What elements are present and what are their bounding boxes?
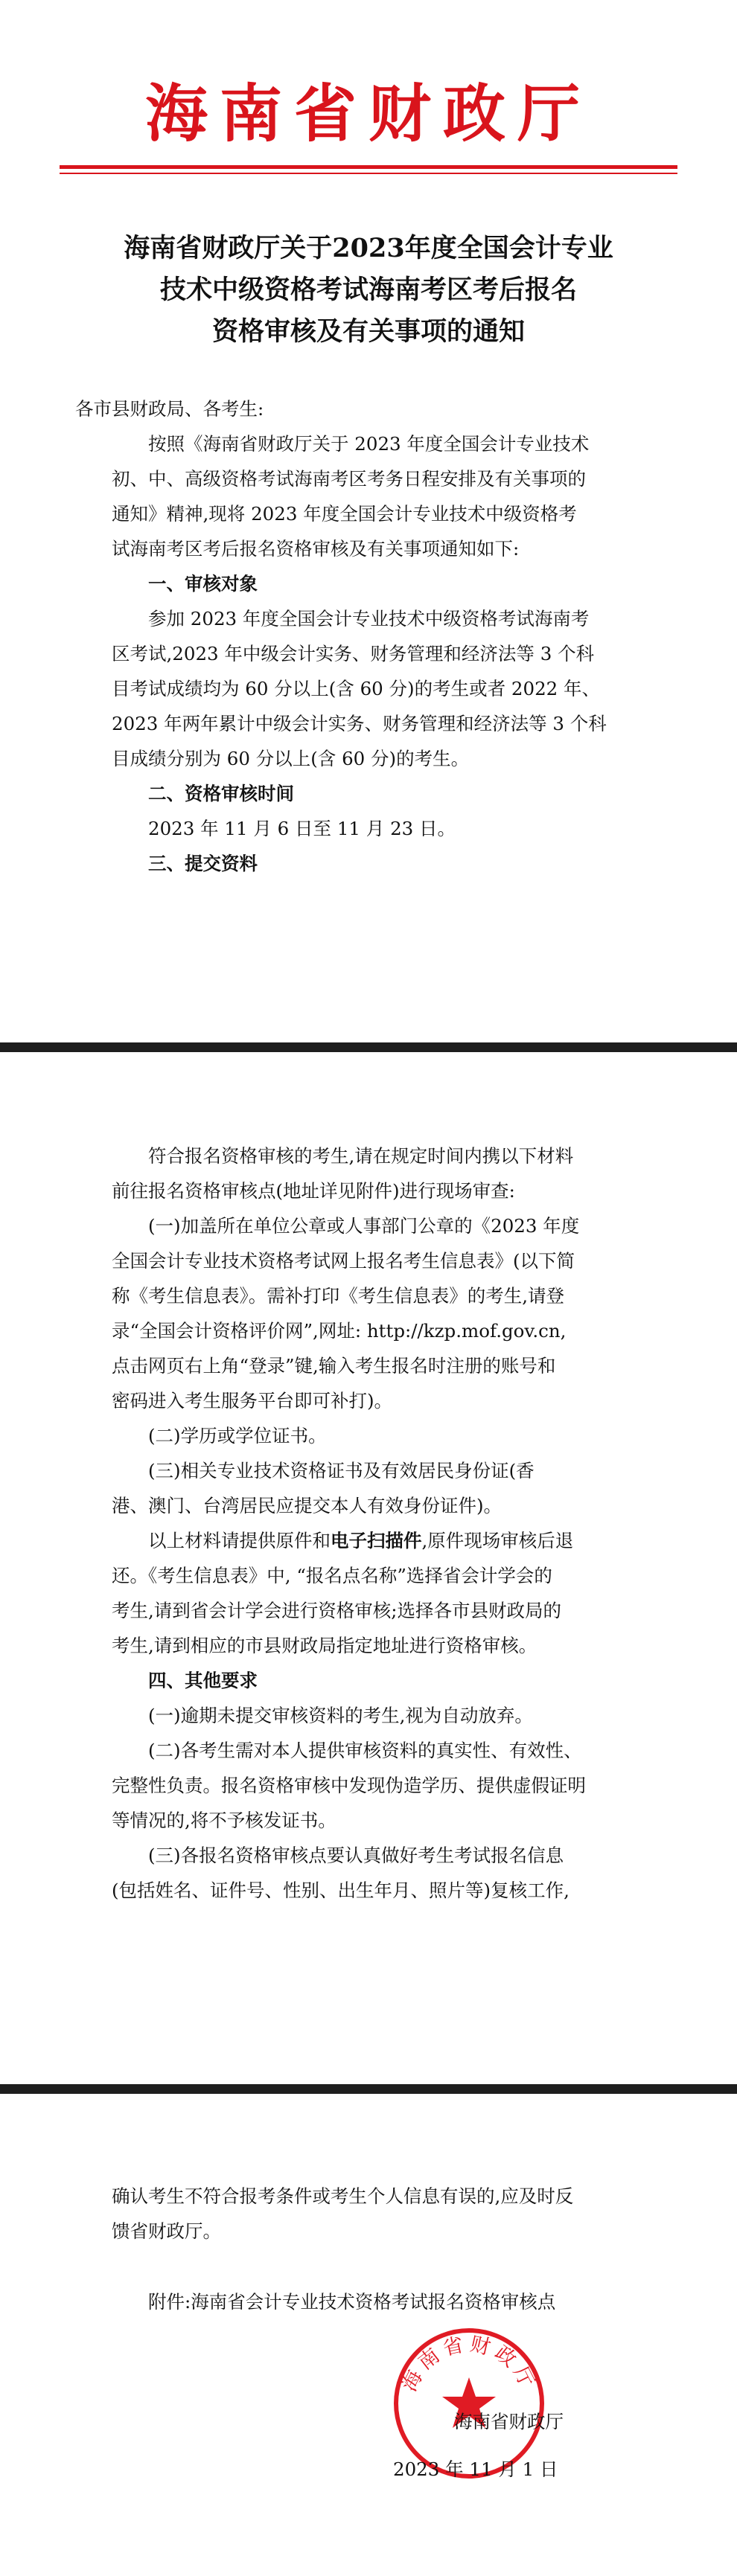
- text-line: 录“全国会计资格评价网”,网址: http://kzp.mof.gov.cn,: [112, 1320, 567, 1342]
- text-line: 点击网页右上角“登录”键,输入考生报名时注册的账号和: [112, 1355, 556, 1377]
- text-line: 以上材料请提供原件和电子扫描件,原件现场审核后退: [148, 1530, 574, 1551]
- text-line: 称《考生信息表》。需补打印《考生信息表》的考生,请登: [112, 1285, 565, 1307]
- text-line: 考生,请到省会计学会进行资格审核;选择各市县财政局的: [112, 1600, 562, 1621]
- text-line: (二)各考生需对本人提供审核资料的真实性、有效性、: [148, 1740, 582, 1761]
- page-separator: [0, 2084, 737, 2094]
- letterhead-rule-thin: [60, 173, 677, 174]
- text-line: 还。《考生信息表》中, “报名点名称”选择省会计学会的: [112, 1565, 552, 1586]
- text-line: 考生,请到相应的市县财政局指定地址进行资格审核。: [112, 1635, 537, 1656]
- section-heading-3: 三、提交资料: [148, 853, 258, 874]
- seal-arc-text: 海南省财政厅: [398, 2332, 540, 2396]
- paragraph-item-1: [112, 1208, 633, 1418]
- text-line: 密码进入考生服务平台即可补打)。: [112, 1390, 393, 1412]
- text-line: 目考试成绩均为 60 分以上(含 60 分)的考生或者 2022 年、: [112, 678, 601, 699]
- emphasis-scan: 电子扫描件: [331, 1530, 422, 1551]
- section-heading-2: 二、资格审核时间: [148, 783, 294, 804]
- paragraph-other-2: [112, 1733, 633, 1838]
- text-line: 前往报名资格审核点(地址详见附件)进行现场审查:: [112, 1180, 515, 1202]
- notice-title-line-3: 资格审核及有关事项的通知: [211, 316, 525, 347]
- text-line: (包括姓名、证件号、性别、出生年月、照片等)复核工作,: [112, 1880, 570, 1901]
- text-line: 试海南考区考后报名资格审核及有关事项通知如下:: [112, 538, 520, 560]
- text-line: 2023 年两年累计中级会计实务、财务管理和经济法等 3 个科: [112, 713, 607, 734]
- text-line: 确认考生不符合报考条件或考生个人信息有误的,应及时反: [112, 2185, 574, 2207]
- section-heading-1: 一、审核对象: [148, 573, 258, 595]
- text-line: 全国会计专业技术资格考试网上报名考生信息表》(以下简: [112, 1250, 575, 1272]
- text-line: (一)加盖所在单位公章或人事部门公章的《2023 年度: [148, 1215, 580, 1237]
- paragraph-other-3: [112, 1838, 633, 1908]
- text-line: (三)各报名资格审核点要认真做好考生考试报名信息: [148, 1845, 564, 1866]
- page-separator: [0, 1042, 737, 1052]
- paragraph-item-3: [112, 1453, 633, 1523]
- paragraph-review-targets: [112, 601, 633, 776]
- text-line: 符合报名资格审核的考生,请在规定时间内携以下材料: [148, 1145, 574, 1167]
- text-line: 参加 2023 年度全国会计专业技术中级资格考试海南考: [148, 608, 590, 629]
- text-line: 港、澳门、台湾居民应提交本人有效身份证件)。: [112, 1495, 502, 1516]
- text-line: 目成绩分别为 60 分以上(含 60 分)的考生。: [112, 748, 470, 769]
- paragraph-originals: [112, 1523, 633, 1663]
- paragraph-continued: [112, 2179, 633, 2249]
- letterhead-title: 海南省财政厅: [144, 77, 592, 150]
- attachment-note: 附件:海南省会计专业技术资格考试报名资格审核点: [148, 2291, 556, 2313]
- section-heading-4: 四、其他要求: [148, 1670, 258, 1691]
- text-line: (三)相关专业技术资格证书及有效居民身份证(香: [148, 1460, 535, 1481]
- text-line: 区考试,2023 年中级会计实务、财务管理和经济法等 3 个科: [112, 643, 595, 664]
- notice-title-line-1: 海南省财政厅关于2023年度全国会计专业: [124, 233, 613, 263]
- paragraph-review-time: 2023 年 11 月 6 日至 11 月 23 日。: [148, 818, 456, 839]
- notice-title-line-2: 技术中级资格考试海南考区考后报名: [159, 275, 577, 305]
- text-line: 通知》精神,现将 2023 年度全国会计专业技术中级资格考: [112, 503, 577, 525]
- signature-date: 2023 年 11 月 1 日: [393, 2458, 558, 2480]
- paragraph-materials-intro: [112, 1138, 633, 1208]
- text-line: 馈省财政厅。: [112, 2220, 221, 2242]
- paragraph-other-1: (一)逾期未提交审核资料的考生,视为自动放弃。: [148, 1705, 533, 1726]
- signature-organization: 海南省财政厅: [454, 2411, 564, 2432]
- text-line: 完整性负责。报名资格审核中发现伪造学历、提供虚假证明: [112, 1775, 586, 1796]
- letterhead-rule-thick: [60, 165, 677, 169]
- text-line: 按照《海南省财政厅关于 2023 年度全国会计专业技术: [148, 433, 590, 455]
- text-line: 等情况的,将不予核发证书。: [112, 1810, 336, 1831]
- paragraph-item-2: (二)学历或学位证书。: [148, 1425, 327, 1446]
- salutation: 各市县财政局、各考生:: [75, 398, 264, 420]
- paragraph-intro: [112, 426, 633, 566]
- text-line: 初、中、高级资格考试海南考区考务日程安排及有关事项的: [112, 468, 586, 490]
